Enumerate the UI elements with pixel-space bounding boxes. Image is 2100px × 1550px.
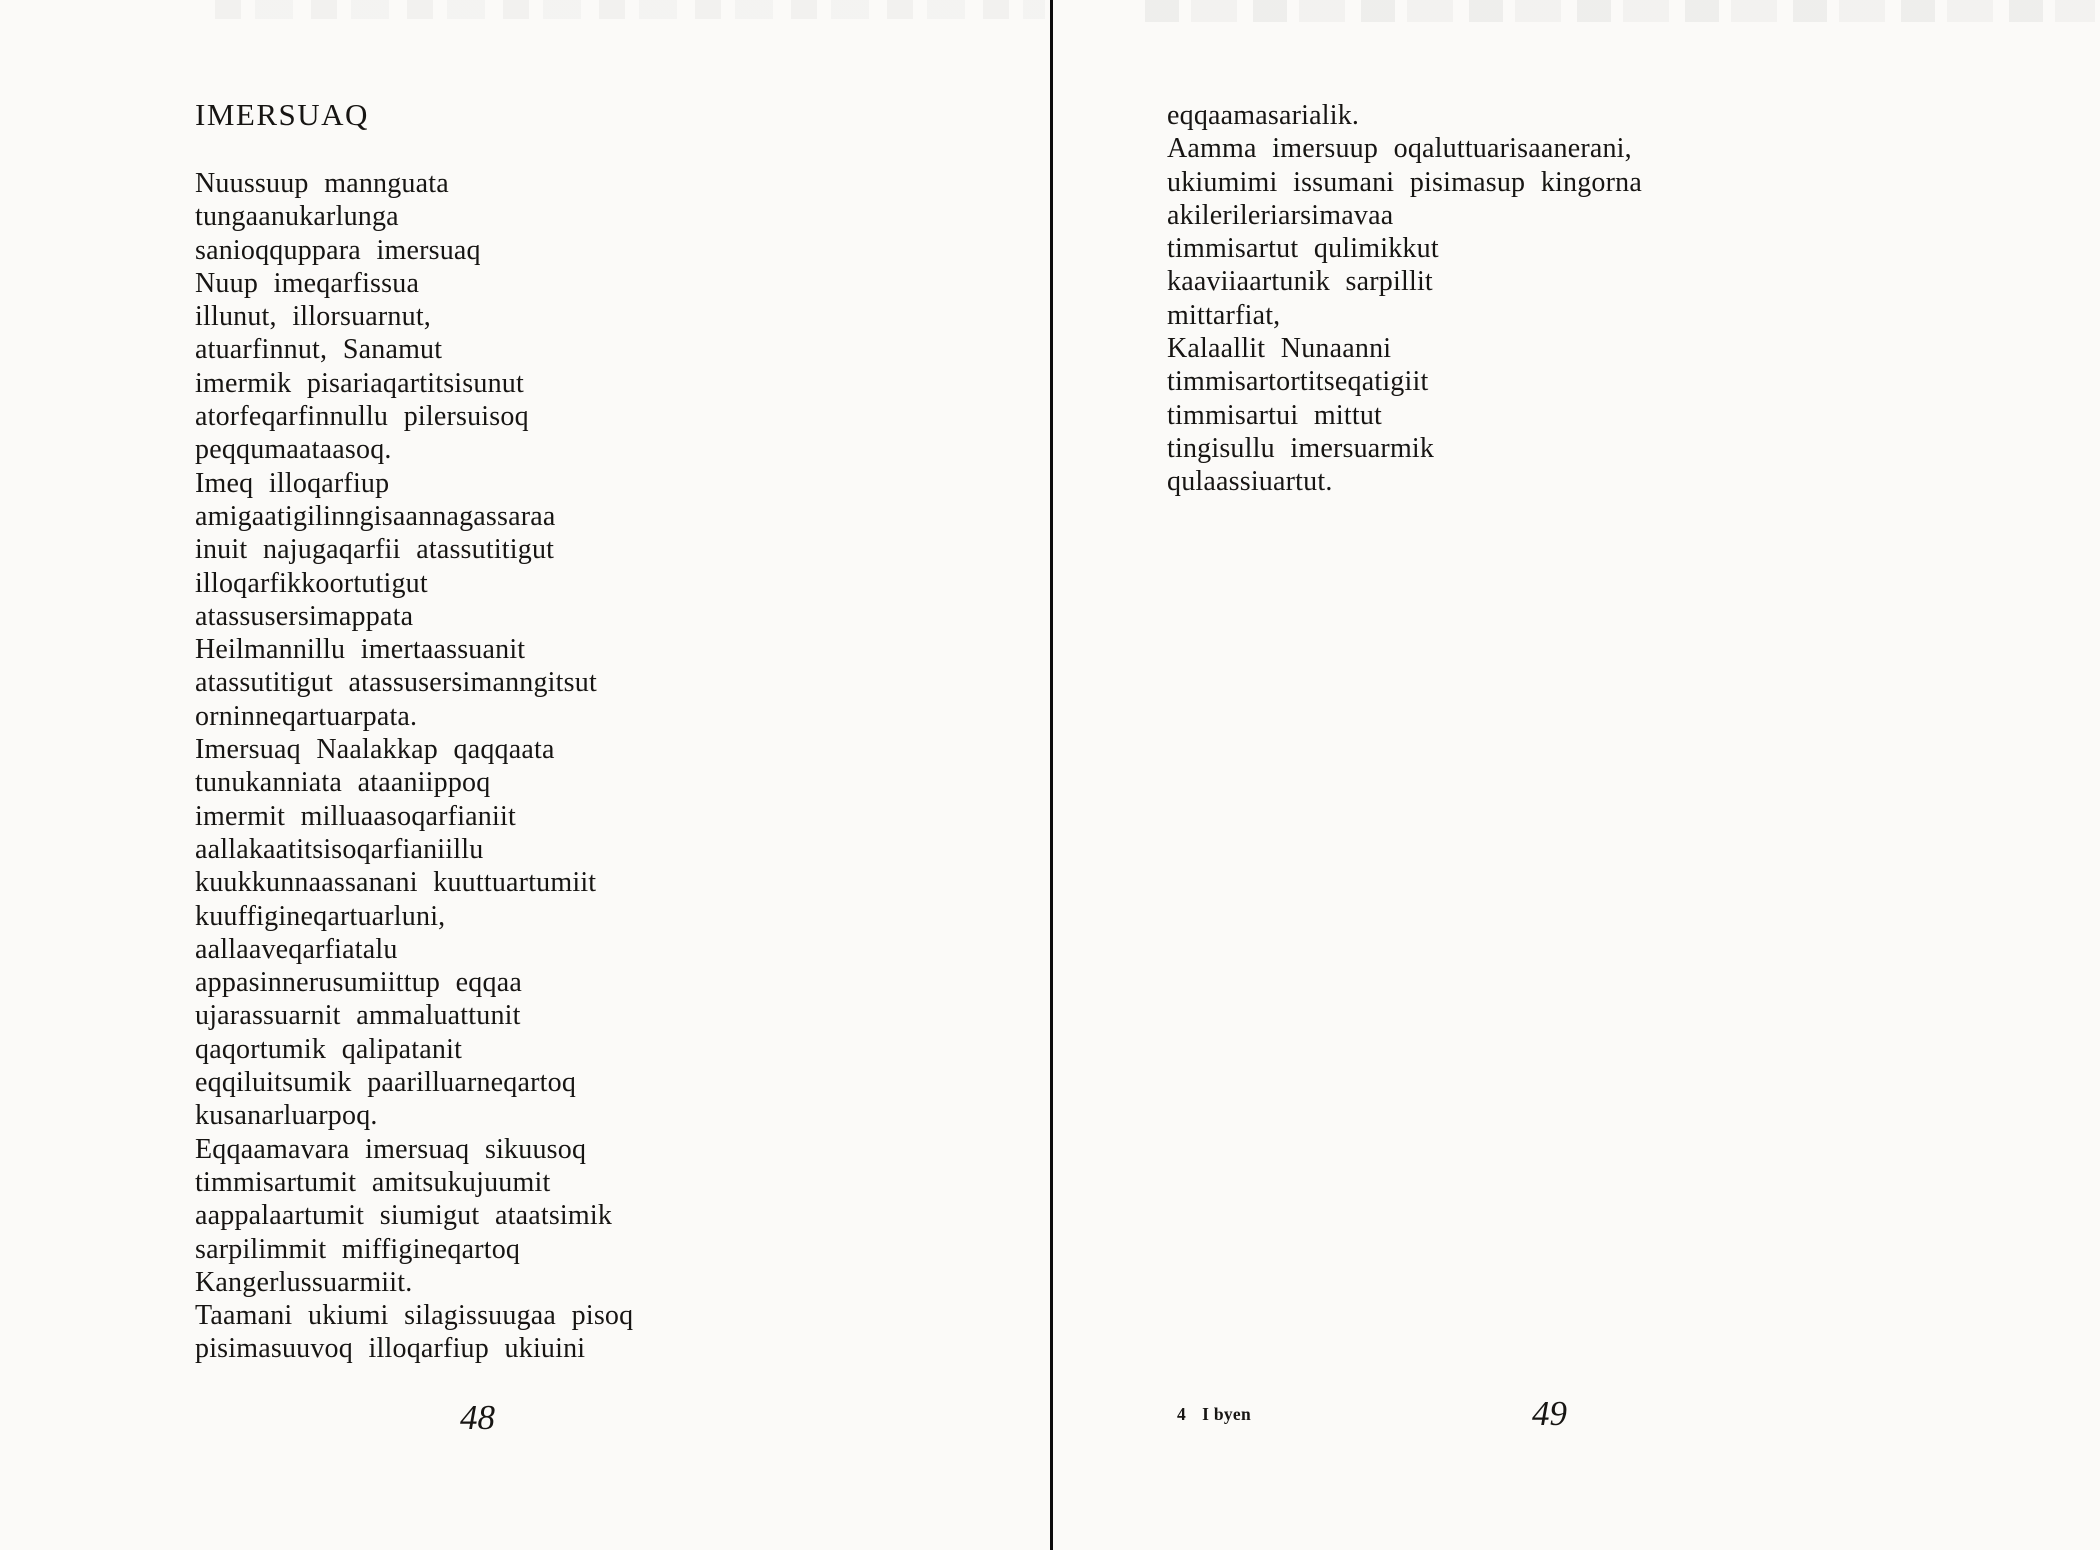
poem-line: qulaassiuartut. (1167, 466, 1333, 498)
poem-line: appasinnerusumiittup eqqaa (195, 967, 522, 999)
poem-line: atorfeqarfinnullu pilersuisoq (195, 401, 529, 433)
poem-line: Nuup imeqarfissua (195, 267, 420, 299)
poem-line: peqqumaataasoq. (195, 434, 392, 466)
poem-line: Kalaallit Nunaanni (1167, 333, 1392, 365)
poem-title: IMERSUAQ (195, 97, 369, 132)
poem-line: eqqiluitsumik paarilluarneqartoq (195, 1067, 577, 1099)
running-title: I byen (1202, 1404, 1252, 1424)
page-gutter-divider (1050, 0, 1053, 1550)
poem-line: kusanarluarpoq. (195, 1100, 378, 1132)
poem-body-left (195, 167, 633, 1366)
poem-line: amigaatigilinngisaannagassaraa (195, 500, 556, 532)
poem-line: tungaanukarlunga (195, 201, 399, 233)
poem-line: aappalaartumit siumigut ataatsimik (195, 1200, 613, 1232)
poem-line: orninneqartuarpata. (195, 700, 418, 732)
poem-line: Taamani ukiumi silagissuugaa pisoq (195, 1300, 634, 1332)
poem-line: Imersuaq Naalakkap qaqqaata (195, 734, 555, 766)
running-footer (1177, 1404, 1251, 1425)
poem-line: Nuussuup mannguata (195, 168, 449, 199)
poem-line: akilerileriarsimavaa (1167, 199, 1394, 231)
poem-line: Kangerlussuarmiit. (195, 1266, 413, 1298)
poem-line: timmisartortitseqatigiit (1167, 366, 1429, 398)
poem-line: illunut, illorsuarnut, (195, 301, 432, 333)
signature-mark: 4 (1177, 1404, 1187, 1424)
poem-line: qaqortumik qalipatanit (195, 1033, 463, 1065)
poem-line: inuit najugaqarfii atassutitigut (195, 534, 555, 566)
poem-line: timmisartut qulimikkut (1167, 233, 1439, 265)
page-number-right: 49 (1532, 1394, 1567, 1433)
poem-line: timmisartui mittut (1167, 399, 1382, 431)
poem-line: sanioqquppara imersuaq (195, 234, 481, 266)
poem-line: aallaaveqarfiatalu (195, 933, 398, 965)
poem-line: tunukanniata ataaniippoq (195, 767, 491, 799)
poem-line: timmisartumit amitsukujuumit (195, 1166, 551, 1198)
poem-line: atassutitigut atassusersimanngitsut (195, 667, 597, 699)
poem-line: atuarfinnut, Sanamut (195, 334, 443, 366)
poem-line: Aamma imersuup oqaluttuarisaanerani, (1167, 133, 1632, 165)
poem-line: atassusersimappata (195, 600, 414, 632)
poem-line: imermik pisariaqartitsisunut (195, 367, 524, 399)
poem-line: kuuffigineqartuarluni, (195, 900, 446, 932)
poem-line: Imeq illoqarfiup (195, 467, 390, 499)
poem-line: tingisullu imersuarmik (1167, 432, 1435, 464)
poem-line: Heilmannillu imertaassuanit (195, 634, 526, 666)
poem-line: sarpilimmit miffigineqartoq (195, 1233, 521, 1265)
poem-line: ujarassuarnit ammaluattunit (195, 1000, 521, 1032)
scan-artifact-top-right (1145, 0, 2095, 22)
poem-line: aallakaatitsisoqarfianiillu (195, 833, 484, 865)
poem-line: illoqarfikkoortutigut (195, 567, 428, 599)
poem-line: ukiumimi issumani pisimasup kingorna (1167, 166, 1642, 198)
poem-body-right (1167, 99, 1642, 499)
scan-artifact-top-left (215, 0, 1045, 19)
poem-line: kaaviiaartunik sarpillit (1167, 266, 1433, 298)
poem-line: pisimasuuvoq illoqarfiup ukiuini (195, 1333, 586, 1365)
poem-line: Eqqaamavara imersuaq sikuusoq (195, 1133, 587, 1165)
poem-line: kuukkunnaassanani kuuttuartumiit (195, 867, 597, 899)
poem-line: imermit milluaasoqarfianiit (195, 800, 516, 832)
poem-line: mittarfiat, (1167, 299, 1281, 331)
page-number-left: 48 (460, 1398, 495, 1437)
poem-line: eqqaamasarialik. (1167, 100, 1360, 131)
